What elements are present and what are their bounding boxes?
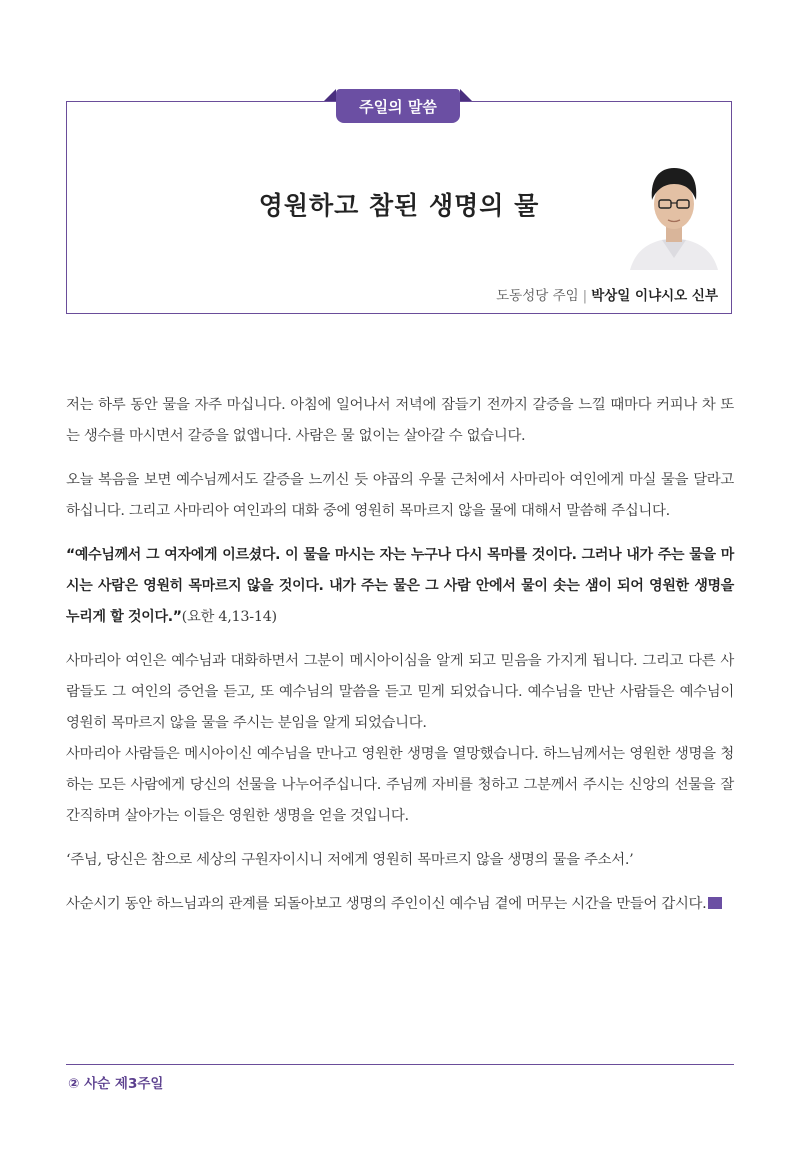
article-title: 영원하고 참된 생명의 물	[258, 191, 540, 220]
byline-separator: |	[582, 288, 588, 304]
paragraph-text: 사마리아 사람들은 메시아이신 예수님을 만나고 영원한 생명을 열망했습니다. 하느님께서는 영원한 생명을 청하는 모든 사람에게 당신의 선물을 나누어주십니다. 주님께 자비를 청하고 그분께서 주시는 신앙의 선물을 잘 간직하며 살아가는 이들은 영원한 생명을 얻을 것입니다.	[66, 746, 734, 824]
byline-parish: 도동성당 주임	[496, 288, 579, 304]
paragraph: 저는 하루 동안 물을 자주 마십니다. 아침에 일어나서 저녁에 잠들기 전까지 갈증을 느낄 때마다 커피나 차 또는 생수를 마시면서 갈증을 없앱니다. 사람은 물 없이는 살아갈 수 없습니다.	[66, 397, 734, 444]
quote-reference: (요한 4,13-14)	[181, 609, 277, 625]
section-tab: 주일의 말씀	[336, 89, 460, 123]
paragraph: 오늘 복음을 보면 예수님께서도 갈증을 느끼신 듯 야곱의 우물 근처에서 사마리아 여인에게 마실 물을 달라고 하십니다. 그리고 사마리아 여인과의 대화 중에 영원히 목마르지 않을 물에 대해서 말씀해 주십니다.	[66, 472, 734, 519]
author-portrait	[626, 156, 722, 270]
quote-text: “예수님께서 그 여자에게 이르셨다. 이 물을 마시는 자는 누구나 다시 목마를 것이다. 그러나 내가 주는 물을 마시는 사람은 영원히 목마르지 않을 것이다. 내가 주는 물은 그 사람 안에서 물이 솟는 샘이 되어 영원한 생명을 누리게 할 것이다.”	[66, 547, 734, 625]
byline-author: 박상일 이냐시오 신부	[591, 288, 718, 304]
paragraph	[66, 646, 734, 739]
article-body	[66, 390, 734, 933]
paragraph-text: 사순시기 동안 하느님과의 관계를 되돌아보고 생명의 주인이신 예수님 곁에 머무는 시간을 만들어 갑시다.	[66, 896, 707, 912]
author-byline	[496, 284, 718, 304]
end-mark-icon	[708, 897, 722, 909]
prayer: ‘주님, 당신은 참으로 세상의 구원자이시니 저에게 영원히 목마르지 않을 생명의 물을 주소서.’	[66, 852, 634, 868]
paragraph	[66, 739, 734, 832]
paragraph	[66, 889, 734, 920]
page-footer: ② 사순 제3주일	[68, 1076, 164, 1092]
scripture-quote	[66, 540, 734, 633]
footer-divider	[66, 1064, 734, 1065]
paragraph-text: 사마리아 여인은 예수님과 대화하면서 그분이 메시아이심을 알게 되고 믿음을 가지게 됩니다. 그리고 다른 사람들도 그 여인의 증언을 듣고, 또 예수님의 말씀을 듣고 믿게 되었습니다. 예수님을 만난 사람들은 예수님이 영원히 목마르지 않을 물을 주시는 분임을 알게 되었습니다.	[66, 653, 734, 731]
